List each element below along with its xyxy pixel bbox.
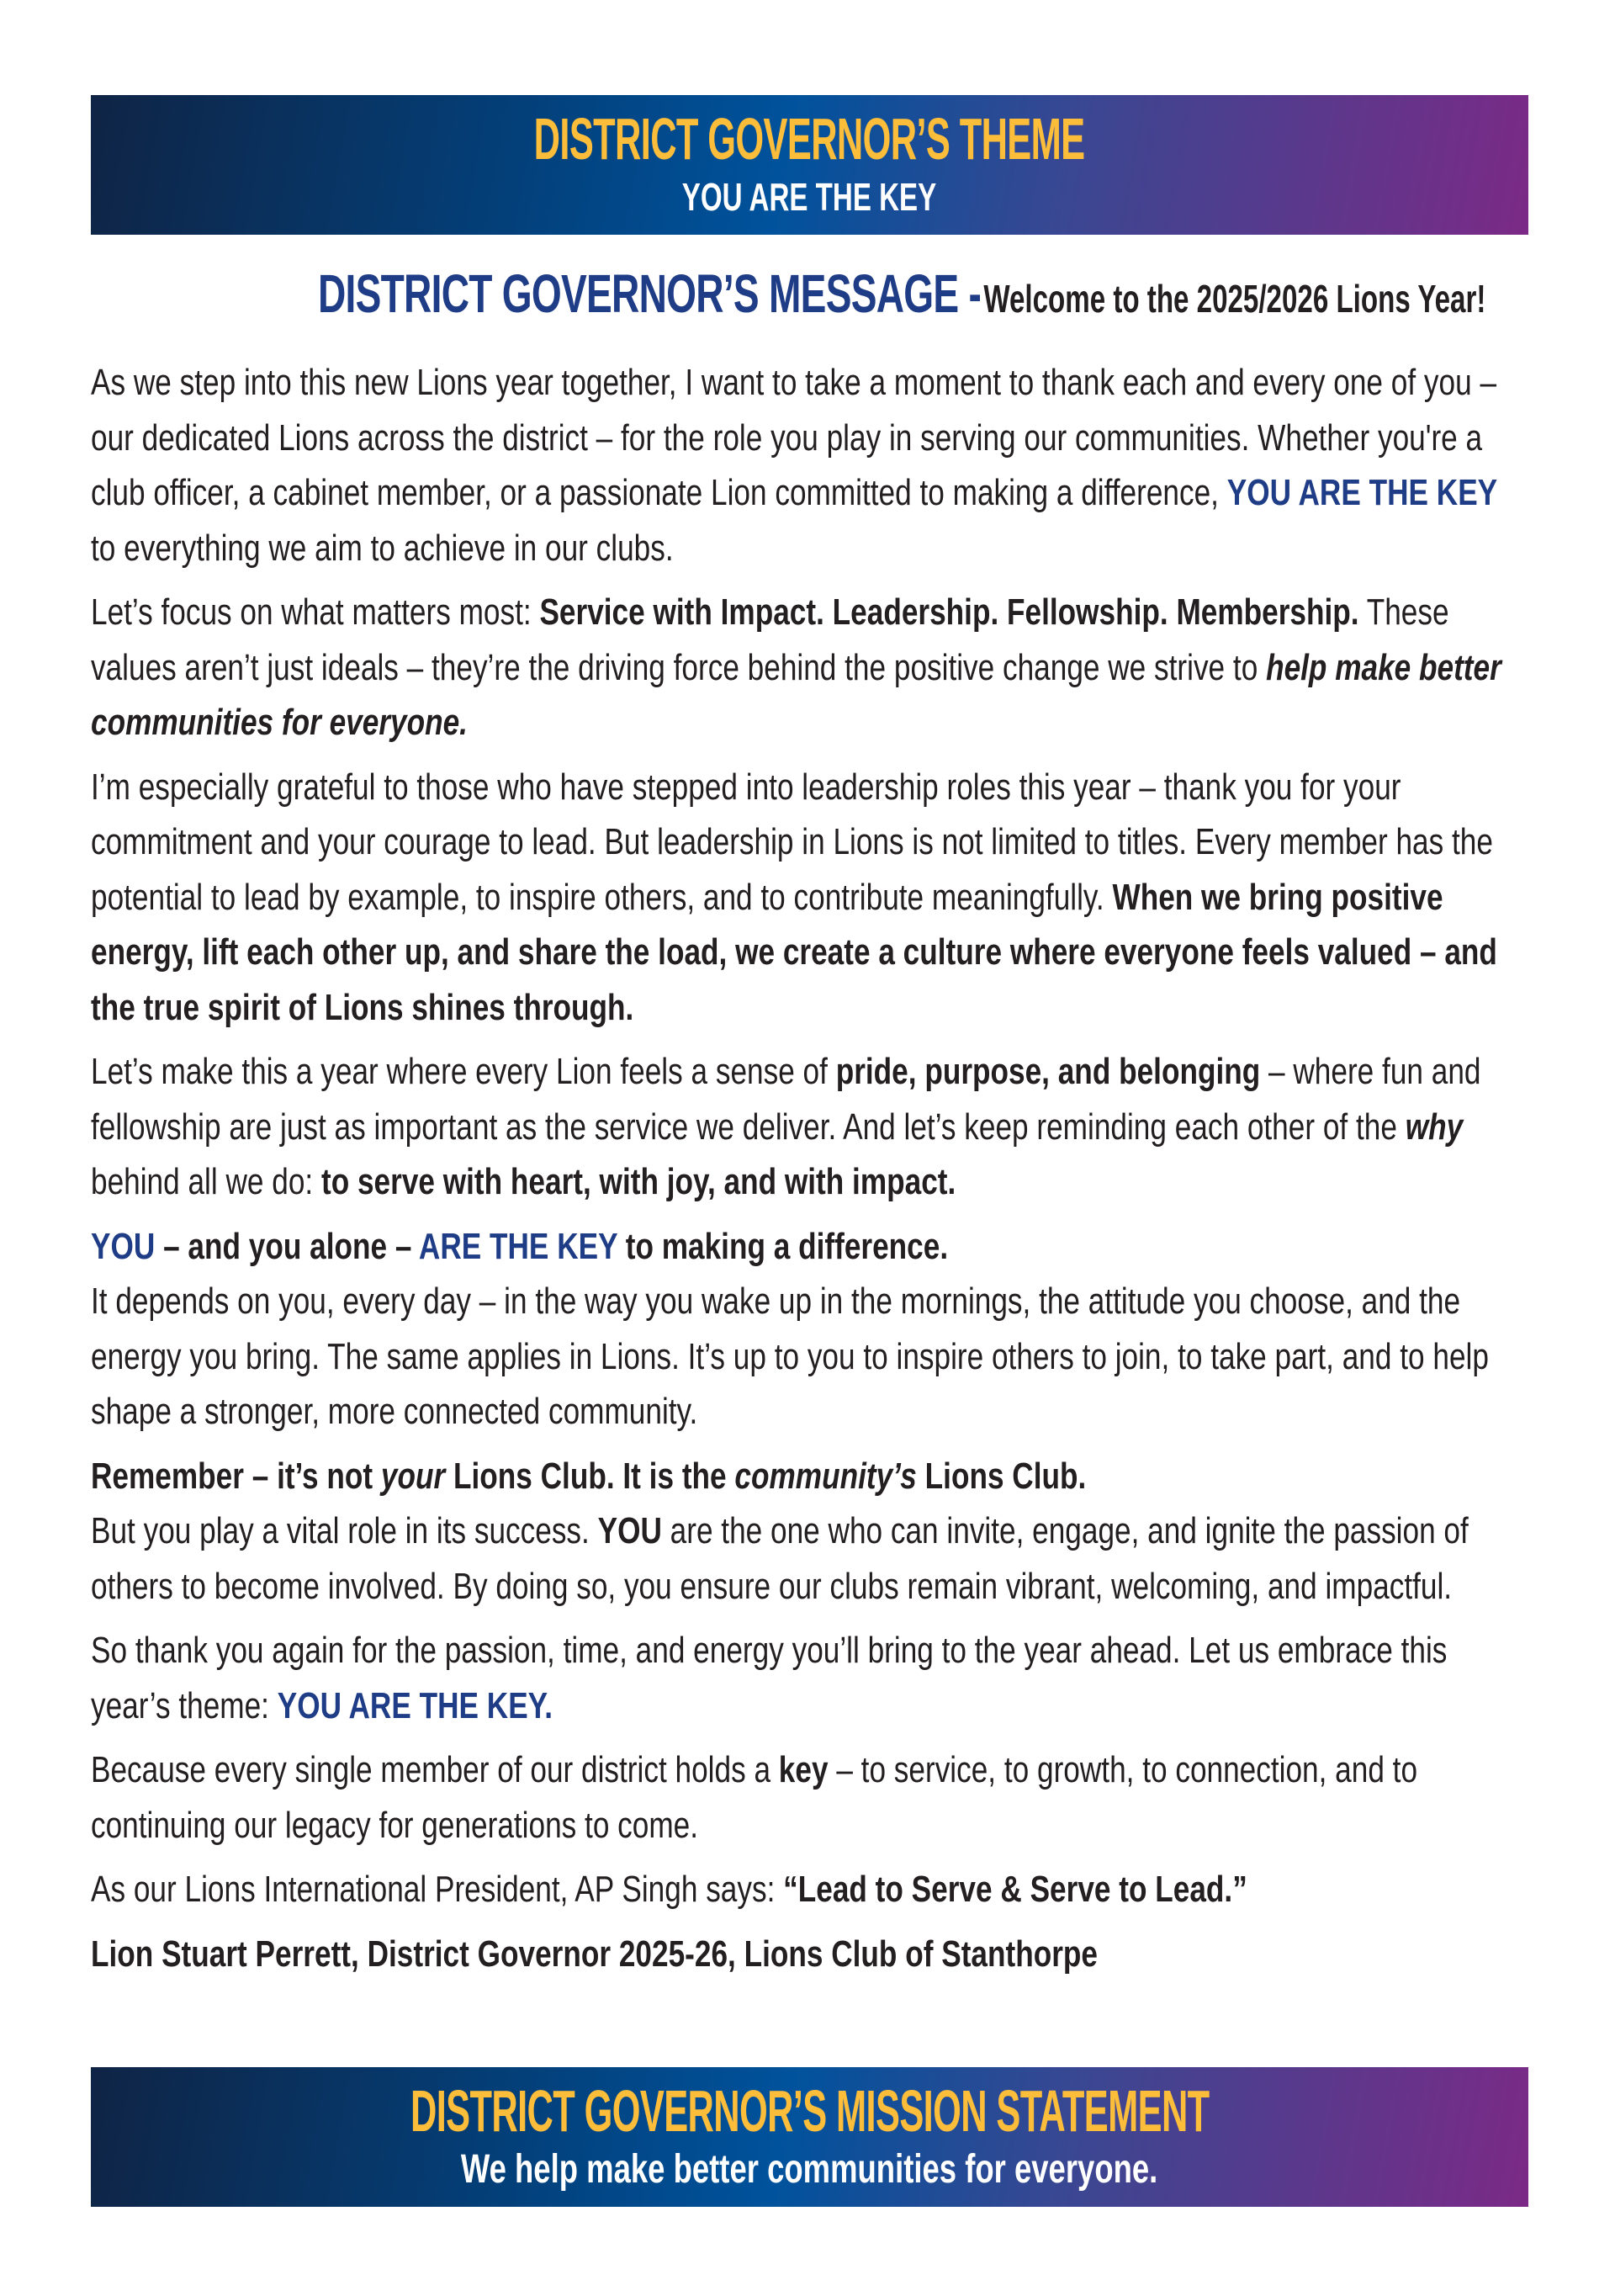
paragraph-text: to making a difference. (617, 1225, 949, 1267)
highlight-text: YOU (91, 1225, 156, 1267)
paragraph-text: YOU (597, 1510, 662, 1551)
message-paragraph (91, 1862, 1528, 1917)
paragraph-text: Remember – it’s not (91, 1455, 381, 1497)
mission-banner-title: DISTRICT GOVERNOR’S MISSION STATEMENT (410, 2078, 1210, 2144)
paragraph-text: why (1405, 1106, 1464, 1148)
message-paragraph (91, 585, 1528, 750)
theme-banner-title: DISTRICT GOVERNOR’S THEME (534, 106, 1085, 172)
paragraph-text: Let’s make this a year where every Lion feels a sense of (91, 1051, 836, 1092)
paragraph-text: It depends on you, every day – in the way you wake up in the mornings, the attitude you choose, and the energy you bring. The same applies in Lions. It’s up to you to inspire others to join, to take part, and to help shape a stronger, more connected community. (91, 1281, 1489, 1432)
paragraph-text: Lions Club. (916, 1455, 1087, 1497)
paragraph-text: to serve with heart, with joy, and with impact. (320, 1161, 956, 1202)
paragraph-text: When we bring positive energy, lift each other up, and share the load, we create a culture where everyone feels valued – and the true spirit of Lions shines through. (91, 876, 1497, 1028)
paragraph-text: are the one who can invite, engage, and ignite the passion of others to become involved. By doing so, you ensure our clubs remain vibrant, welcoming, and impactful. (91, 1510, 1469, 1607)
highlight-text: YOU ARE THE KEY. (277, 1684, 553, 1726)
signature-line (91, 1927, 1528, 1982)
message-heading-title: DISTRICT GOVERNOR’S MESSAGE - (317, 263, 982, 324)
message-body (91, 355, 1528, 1991)
mission-banner (91, 2067, 1528, 2207)
paragraph-text: pride, purpose, and belonging (835, 1051, 1261, 1092)
message-heading (91, 262, 1528, 325)
message-paragraph (91, 1044, 1528, 1210)
paragraph-text: Service with Impact. Leadership. Fellowship. Membership. (539, 591, 1359, 633)
mission-banner-subtitle: We help make better communities for everyone. (461, 2147, 1158, 2192)
paragraph-text: to everything we aim to achieve in our clubs. (91, 527, 674, 569)
paragraph-text: help make better communities for everyone. (91, 646, 1501, 743)
paragraph-text: Because every single member of our district holds a (91, 1749, 779, 1790)
highlight-text: ARE THE KEY (418, 1225, 617, 1267)
paragraph-text: These values aren’t just ideals – they’re the driving force behind the positive change we strive to (91, 591, 1449, 688)
message-paragraph (91, 355, 1528, 575)
message-heading-subtitle: Welcome to the 2025/2026 Lions Year! (983, 277, 1486, 321)
paragraph-text: your (380, 1455, 446, 1497)
paragraph-text: As we step into this new Lions year together, I want to take a moment to thank each and every one of you – our dedicated Lions across the district – for the role you play in serving our communities. Whether you're a club officer, a cabinet member, or a passionate Lion committed to making a difference, (91, 362, 1497, 513)
paragraph-text: I’m especially grateful to those who have stepped into leadership roles this year – thank you for your commitment and your courage to lead. But leadership in Lions is not limited to titles. Every member has the potential to lead by example, to inspire others, and to contribute meaningfully. (91, 766, 1493, 918)
paragraph-text: – and you alone – (155, 1225, 419, 1267)
paragraph-text: Let’s focus on what matters most: (91, 591, 540, 633)
message-paragraph (91, 760, 1528, 1036)
message-paragraph (91, 1623, 1528, 1733)
theme-banner (91, 95, 1528, 235)
theme-banner-subtitle: YOU ARE THE KEY (682, 175, 937, 219)
paragraph-text: Lion Stuart Perrett, District Governor 2025-26, Lions Club of Stanthorpe (91, 1933, 1098, 1975)
paragraph-text: behind all we do: (91, 1161, 321, 1202)
paragraph-text: “Lead to Serve & Serve to Lead.” (783, 1869, 1247, 1910)
paragraph-text: Lions Club. It is the (445, 1455, 735, 1497)
paragraph-text: key (778, 1749, 829, 1790)
paragraph-text: But you play a vital role in its success. (91, 1510, 598, 1551)
paragraph-text: – where fun and fellowship are just as important as the service we deliver. And let’s keep reminding each other of the (91, 1051, 1481, 1148)
paragraph-text: So thank you again for the passion, time, and energy you’ll bring to the year ahead. Let us embrace this year’s theme: (91, 1630, 1448, 1726)
paragraph-text: – to service, to growth, to connection, and to continuing our legacy for generations to come. (91, 1749, 1418, 1846)
message-paragraph (91, 1219, 1528, 1440)
message-paragraph (91, 1449, 1528, 1615)
message-paragraph (91, 1742, 1528, 1853)
paragraph-text: community’s (734, 1455, 917, 1497)
paragraph-text: As our Lions International President, AP Singh says: (91, 1869, 784, 1910)
highlight-text: YOU ARE THE KEY (1226, 472, 1498, 513)
